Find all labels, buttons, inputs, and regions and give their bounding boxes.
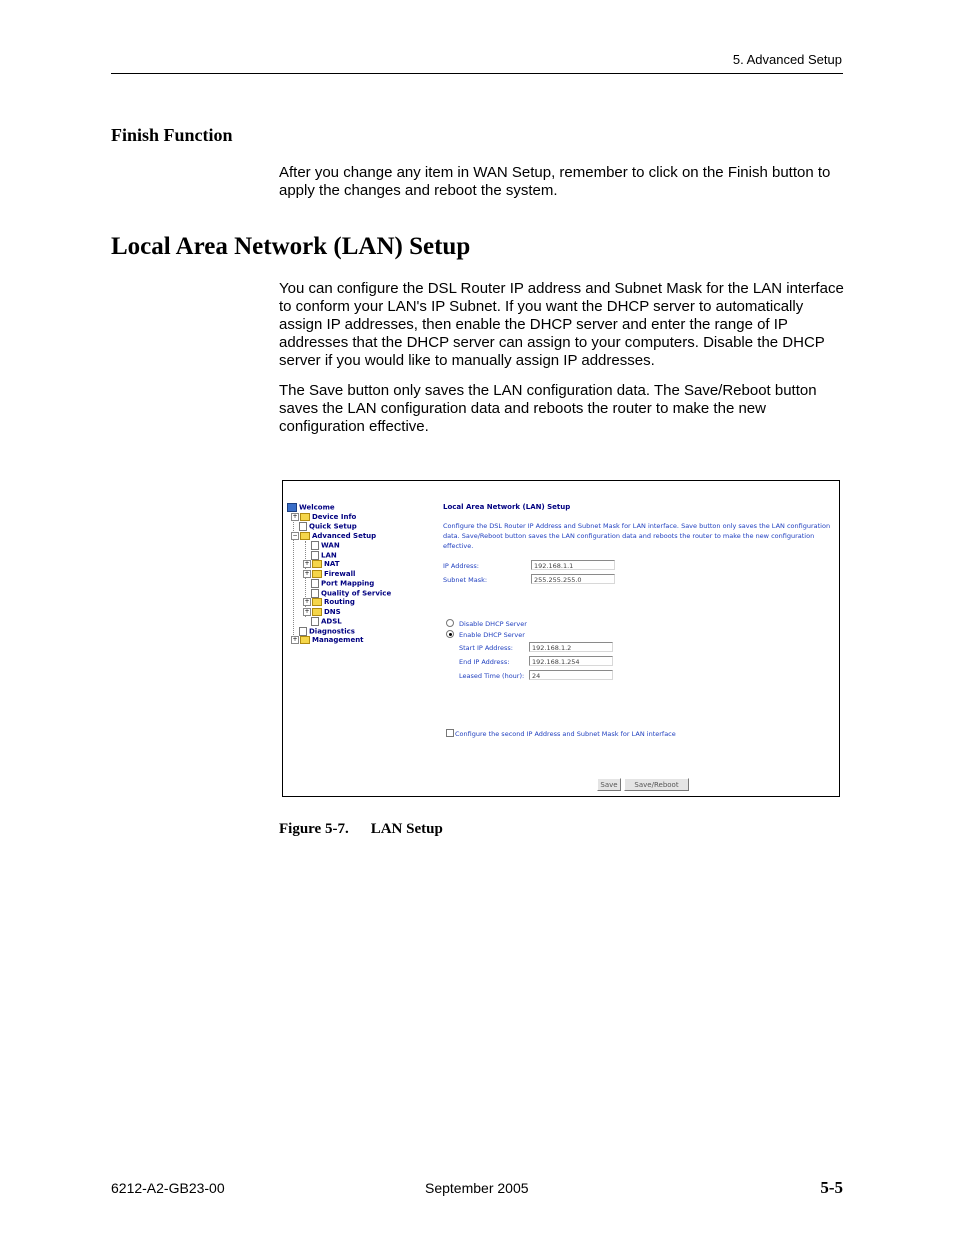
end-ip-label: End IP Address: (459, 658, 510, 666)
collapse-icon[interactable]: − (292, 531, 298, 539)
save-button[interactable]: Save (597, 778, 621, 791)
tree-item-management[interactable]: + Management (292, 636, 364, 644)
page-icon (311, 617, 319, 626)
figure-caption (279, 821, 443, 838)
expand-icon[interactable]: + (304, 598, 310, 605)
tree-item-qos[interactable]: Quality of Service (311, 589, 391, 598)
page-icon (299, 627, 307, 636)
form-title: Local Area Network (LAN) Setup (443, 503, 571, 511)
finish-function-heading: Finish Function (111, 125, 233, 145)
second-ip-label: Configure the second IP Address and Subnet Mask for LAN interface (455, 730, 676, 738)
enable-dhcp-label: Enable DHCP Server (459, 631, 525, 639)
page-icon (311, 589, 319, 598)
tree-item-routing[interactable]: + Routing (304, 598, 355, 606)
tree-item-dns[interactable]: + DNS (304, 607, 341, 616)
tree-item-welcome[interactable]: Welcome (287, 503, 335, 512)
tree-item-firewall[interactable]: + Firewall (304, 569, 356, 578)
start-ip-label: Start IP Address: (459, 644, 513, 652)
folder-icon (312, 598, 322, 606)
folder-icon (300, 636, 310, 644)
folder-icon (312, 570, 322, 578)
lan-paragraph-1: You can configure the DSL Router IP address and Subnet Mask for the LAN interface to conform your LAN's IP Subnet. If you want the DHCP server to automatically assign IP addresses, then enable the DHCP server and enter the range of IP addresses that the DHCP server can assign to your computers. Disable the DHCP server if you would like to manually assign IP addresses. (279, 280, 844, 369)
page-icon (311, 579, 319, 588)
ip-address-label: IP Address: (443, 562, 479, 570)
folder-open-icon (300, 532, 310, 540)
lease-time-label: Leased Time (hour): (459, 672, 525, 680)
tree-item-wan[interactable]: WAN (311, 541, 340, 550)
footer-doc-id: 6212-A2-GB23-00 (111, 1180, 225, 1196)
lan-setup-screenshot (282, 480, 840, 797)
folder-icon (312, 560, 322, 568)
expand-icon[interactable]: + (304, 607, 310, 615)
folder-icon (300, 513, 310, 521)
enable-dhcp-radio[interactable] (446, 630, 454, 638)
globe-icon (287, 503, 297, 512)
tree-item-device-info[interactable]: + Device Info (292, 512, 357, 521)
page-icon (299, 522, 307, 531)
end-ip-field[interactable]: 192.168.1.254 (529, 656, 613, 666)
finish-function-paragraph: After you change any item in WAN Setup, remember to click on the Finish button to apply the changes and reboot the system. (279, 164, 831, 199)
lease-time-field[interactable]: 24 (529, 670, 613, 680)
second-ip-checkbox[interactable] (446, 729, 454, 737)
footer-page-number: 5-5 (820, 1178, 843, 1197)
tree-item-diagnostics[interactable]: Diagnostics (299, 627, 355, 636)
disable-dhcp-label: Disable DHCP Server (459, 620, 527, 628)
subnet-mask-label: Subnet Mask: (443, 576, 488, 584)
page-icon (311, 541, 319, 550)
tree-item-lan[interactable]: LAN (311, 551, 337, 560)
lan-paragraph-2: The Save button only saves the LAN configuration data. The Save/Reboot button saves the LAN configuration data and reboots the router to make the new configuration effective. (279, 382, 817, 435)
figure-title: LAN Setup (370, 821, 443, 837)
expand-icon[interactable]: + (292, 636, 298, 643)
ip-address-field[interactable]: 192.168.1.1 (531, 560, 615, 570)
start-ip-field[interactable]: 192.168.1.2 (529, 642, 613, 652)
expand-icon[interactable]: + (292, 512, 298, 520)
disable-dhcp-radio[interactable] (446, 619, 454, 627)
form-description: Configure the DSL Router IP Address and Subnet Mask for LAN interface. Save button only saves the LAN configuration data. Save/Reboot button saves the LAN configuration data and reboots the router to make the new configuration effective. (443, 522, 831, 550)
tree-item-port-mapping[interactable]: Port Mapping (311, 579, 374, 588)
folder-icon (312, 608, 322, 616)
footer-date: September 2005 (425, 1180, 529, 1196)
subnet-mask-field[interactable]: 255.255.255.0 (531, 574, 615, 584)
expand-icon[interactable]: + (304, 569, 310, 577)
lan-setup-heading: Local Area Network (LAN) Setup (111, 233, 471, 260)
figure-number: Figure 5-7. (279, 821, 349, 837)
tree-item-adsl[interactable]: ADSL (311, 617, 342, 626)
running-header: 5. Advanced Setup (732, 52, 842, 67)
save-reboot-button[interactable]: Save/Reboot (624, 778, 689, 791)
tree-item-quick-setup[interactable]: Quick Setup (299, 522, 357, 531)
page-icon (311, 551, 319, 560)
tree-item-nat[interactable]: + NAT (304, 560, 340, 568)
header-rule (111, 73, 843, 74)
tree-item-advanced-setup[interactable]: − Advanced Setup (292, 531, 377, 540)
expand-icon[interactable]: + (304, 560, 310, 567)
